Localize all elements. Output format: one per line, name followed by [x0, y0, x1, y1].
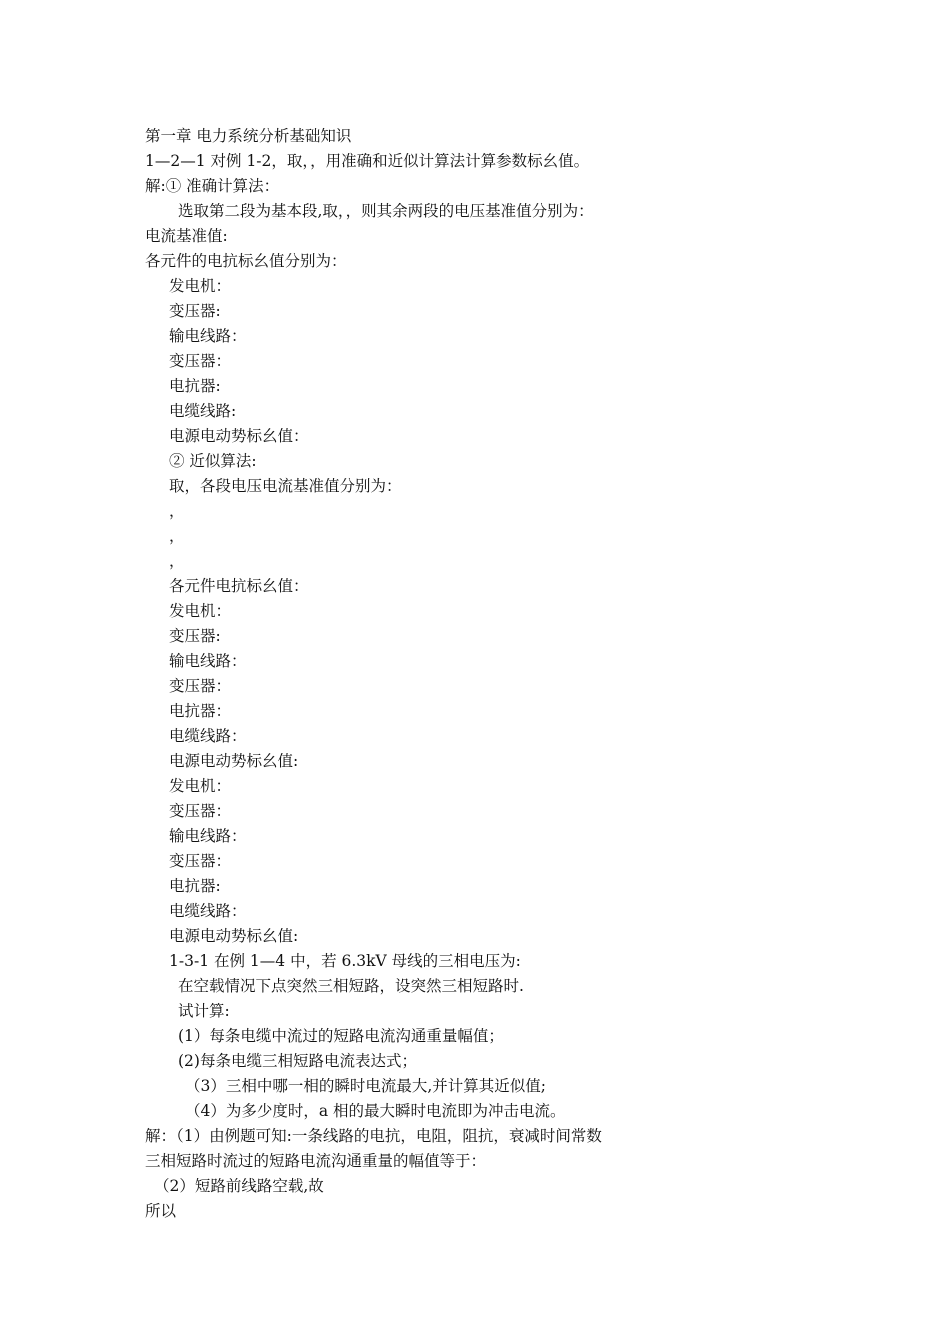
text-line: 发电机： — [169, 602, 232, 620]
chapter-title: 第一章 电力系统分析基础知识 — [145, 127, 352, 145]
text-line: 电缆线路： — [169, 727, 247, 745]
text-line: （2）短路前线路空载,故 — [154, 1177, 324, 1195]
text-line: 输电线路： — [169, 327, 247, 345]
text-line: 变压器： — [169, 802, 232, 820]
text-line: 取，各段电压电流基准值分别为： — [169, 477, 402, 495]
text-line: 电抗器: — [169, 377, 221, 395]
text-line: 电源电动势标幺值: — [169, 752, 299, 770]
text-line: 电缆线路: — [169, 402, 237, 420]
text-line: (1）每条电缆中流过的短路电流沟通重量幅值； — [178, 1027, 504, 1045]
text-line: 输电线路： — [169, 827, 247, 845]
text-line: ， — [169, 527, 185, 545]
text-line: 电缆线路： — [169, 902, 247, 920]
text-line: 电抗器： — [169, 702, 232, 720]
text-line: (2)每条电缆三相短路电流表达式； — [178, 1052, 417, 1070]
text-line: 变压器: — [169, 302, 221, 320]
text-line: ， — [169, 502, 185, 520]
text-line: 试计算: — [178, 1002, 230, 1020]
solution-heading: 解:① 准确计算法： — [145, 177, 280, 195]
text-line: 三相短路时流过的短路电流沟通重量的幅值等于： — [145, 1152, 487, 1170]
text-line: 发电机： — [169, 777, 232, 795]
text-line: 电源电动势标幺值： — [169, 427, 309, 445]
text-line: 电流基准值: — [145, 227, 228, 245]
text-line: 电抗器: — [169, 877, 221, 895]
text-line: 在空载情况下点突然三相短路，设突然三相短路时. — [178, 977, 524, 995]
text-line: 所以 — [145, 1202, 177, 1220]
text-line: 电源电动势标幺值: — [169, 927, 299, 945]
text-line: 发电机： — [169, 277, 232, 295]
text-line: 变压器: — [169, 627, 221, 645]
text-line: （3）三相中哪一相的瞬时电流最大,并计算其近似值; — [185, 1077, 547, 1095]
text-line: 变压器： — [169, 852, 232, 870]
text-line: 各元件电抗标幺值： — [169, 577, 309, 595]
text-line: （4）为多少度时，a 相的最大瞬时电流即为冲击电流。 — [185, 1102, 566, 1120]
text-line: 输电线路： — [169, 652, 247, 670]
solution-heading: 解：（1）由例题可知:一条线路的电抗，电阻，阻抗，衰减时间常数 — [145, 1127, 602, 1145]
text-line: 变压器： — [169, 352, 232, 370]
text-line: 选取第二段为基本段,取，，则其余两段的电压基准值分别为： — [178, 202, 594, 220]
text-line: 变压器： — [169, 677, 232, 695]
text-line: ② 近似算法: — [169, 452, 257, 470]
problem-statement: 1-3-1 在例 1—4 中，若 6.3kV 母线的三相电压为: — [169, 952, 521, 970]
text-line: ， — [169, 552, 185, 570]
text-line: 各元件的电抗标幺值分别为： — [145, 252, 347, 270]
problem-statement: 1—2—1 对例 1-2，取，，用准确和近似计算法计算参数标幺值。 — [145, 152, 590, 170]
